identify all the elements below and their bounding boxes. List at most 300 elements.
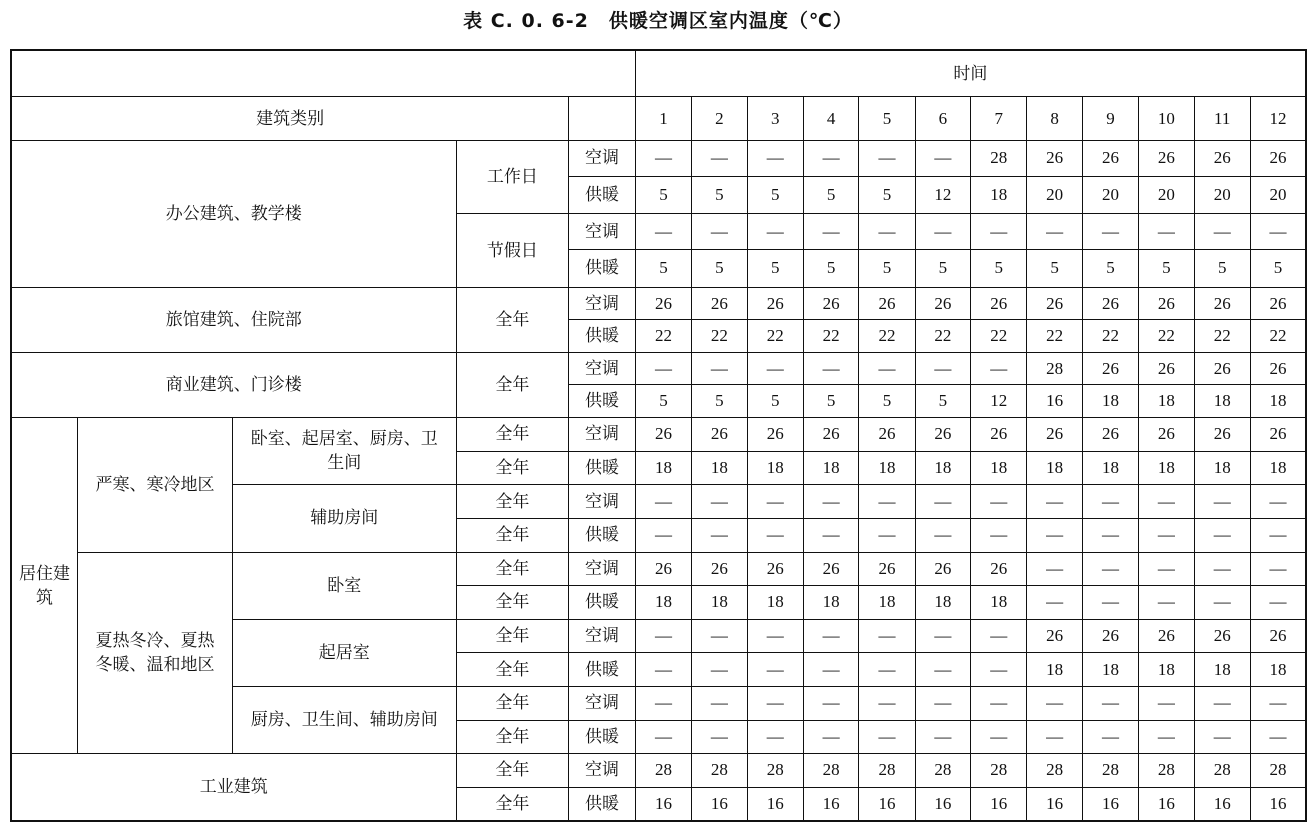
hour-header-cell: 12 [1250,97,1306,141]
value-cell: — [1139,552,1194,586]
value-cell: 26 [1250,418,1306,452]
value-cell: 5 [692,250,747,288]
value-cell: 18 [1194,653,1250,687]
value-cell: 26 [1082,352,1138,385]
value-cell: 26 [859,287,915,320]
value-cell: — [971,686,1027,720]
value-cell: 16 [692,787,747,821]
value-cell: 18 [1139,653,1194,687]
label-cell: 全年 [456,451,569,485]
value-cell: 26 [692,287,747,320]
value-cell: 5 [915,250,970,288]
value-cell: 18 [1139,385,1194,418]
value-cell: 5 [803,250,858,288]
value-cell: 26 [971,552,1027,586]
hour-header-cell: 3 [747,97,803,141]
value-cell: 28 [803,754,858,788]
table-row [11,754,1306,788]
value-cell: — [971,352,1027,385]
value-cell: 5 [635,250,691,288]
value-cell: — [747,720,803,754]
value-cell: — [803,686,858,720]
header-row-time [11,50,1306,97]
value-cell: — [1082,552,1138,586]
time-header: 时间 [635,50,1306,97]
label-cell: 严寒、寒冷地区 [77,418,232,552]
value-cell: — [915,141,970,177]
label-cell: 全年 [456,287,569,352]
value-cell: — [1027,686,1082,720]
value-cell: 18 [1139,451,1194,485]
value-cell: 28 [971,754,1027,788]
value-cell: 26 [692,552,747,586]
value-cell: — [635,518,691,552]
value-cell: — [803,485,858,519]
value-cell: 18 [1027,451,1082,485]
value-cell: 5 [859,385,915,418]
value-cell: 26 [635,287,691,320]
value-cell: — [1194,485,1250,519]
value-cell: 26 [803,552,858,586]
table-row [11,141,1306,177]
header-row-hours [11,97,1306,141]
label-cell: 供暖 [569,250,635,288]
value-cell: 18 [803,451,858,485]
value-cell: — [1082,485,1138,519]
value-cell: 20 [1194,176,1250,214]
value-cell: — [859,653,915,687]
value-cell: 26 [1139,418,1194,452]
table-row [11,552,1306,586]
value-cell: 18 [692,586,747,620]
value-cell: — [1139,586,1194,620]
value-cell: — [1027,552,1082,586]
label-cell: 空调 [569,485,635,519]
value-cell: — [692,214,747,250]
hour-header-cell: 8 [1027,97,1082,141]
value-cell: 18 [971,586,1027,620]
label-cell: 全年 [456,754,569,788]
label-cell: 全年 [456,586,569,620]
value-cell: 16 [747,787,803,821]
value-cell: 28 [1027,754,1082,788]
value-cell: 22 [1082,320,1138,353]
value-cell: 16 [1194,787,1250,821]
label-cell: 节假日 [456,214,569,287]
value-cell: 5 [915,385,970,418]
value-cell: — [692,141,747,177]
value-cell: 18 [1250,653,1306,687]
value-cell: — [1139,485,1194,519]
label-cell: 起居室 [233,619,457,686]
value-cell: 26 [971,287,1027,320]
value-cell: 26 [1139,287,1194,320]
value-cell: — [971,619,1027,653]
value-cell: 22 [635,320,691,353]
hour-header-cell: 4 [803,97,858,141]
value-cell: — [803,141,858,177]
value-cell: 18 [1250,451,1306,485]
label-cell: 全年 [456,653,569,687]
value-cell: 18 [1194,451,1250,485]
value-cell: 18 [971,176,1027,214]
value-cell: — [1082,586,1138,620]
temperature-table [10,49,1307,822]
value-cell: 20 [1082,176,1138,214]
value-cell: 20 [1027,176,1082,214]
label-cell: 空调 [569,287,635,320]
value-cell: — [747,485,803,519]
value-cell: 22 [1139,320,1194,353]
value-cell: — [859,686,915,720]
label-cell: 全年 [456,418,569,452]
value-cell: — [635,485,691,519]
value-cell: 5 [747,176,803,214]
value-cell: — [1194,720,1250,754]
value-cell: — [803,720,858,754]
value-cell: 26 [747,287,803,320]
value-cell: 26 [1082,141,1138,177]
value-cell: 28 [1250,754,1306,788]
value-cell: 16 [859,787,915,821]
header-empty-cell [569,97,635,141]
value-cell: 26 [1027,619,1082,653]
label-cell: 供暖 [569,720,635,754]
value-cell: — [915,485,970,519]
label-cell: 夏热冬冷、夏热冬暖、温和地区 [77,552,232,754]
value-cell: 26 [915,287,970,320]
value-cell: 5 [803,385,858,418]
value-cell: 16 [803,787,858,821]
value-cell: — [747,141,803,177]
label-cell: 商业建筑、门诊楼 [11,352,456,417]
value-cell: 28 [1139,754,1194,788]
value-cell: 12 [915,176,970,214]
value-cell: — [1194,214,1250,250]
value-cell: — [971,653,1027,687]
value-cell: 26 [1082,619,1138,653]
value-cell: — [635,686,691,720]
value-cell: 26 [747,552,803,586]
value-cell: 18 [971,451,1027,485]
value-cell: — [859,518,915,552]
value-cell: 20 [1139,176,1194,214]
value-cell: 26 [1250,352,1306,385]
value-cell: 26 [1194,418,1250,452]
value-cell: 22 [1250,320,1306,353]
value-cell: 18 [635,586,691,620]
label-cell: 空调 [569,214,635,250]
value-cell: — [1139,518,1194,552]
value-cell: 16 [1139,787,1194,821]
value-cell: 26 [635,552,691,586]
value-cell: — [1082,686,1138,720]
value-cell: 18 [859,586,915,620]
value-cell: — [692,653,747,687]
value-cell: 20 [1250,176,1306,214]
value-cell: 5 [1082,250,1138,288]
value-cell: — [915,653,970,687]
value-cell: 26 [803,418,858,452]
value-cell: 22 [747,320,803,353]
value-cell: 26 [1194,619,1250,653]
table-row [11,352,1306,385]
label-cell: 空调 [569,141,635,177]
label-cell: 全年 [456,720,569,754]
value-cell: — [747,352,803,385]
table-row [11,418,1306,452]
value-cell: 16 [635,787,691,821]
value-cell: 28 [635,754,691,788]
value-cell: 5 [1194,250,1250,288]
value-cell: — [1194,686,1250,720]
label-cell: 空调 [569,418,635,452]
value-cell: — [915,352,970,385]
label-cell: 旅馆建筑、住院部 [11,287,456,352]
label-cell: 全年 [456,352,569,417]
value-cell: 26 [1082,287,1138,320]
value-cell: — [859,141,915,177]
category-header: 建筑类别 [11,97,569,141]
value-cell: 26 [803,287,858,320]
value-cell: 5 [747,385,803,418]
value-cell: — [635,619,691,653]
value-cell: — [915,518,970,552]
value-cell: — [915,720,970,754]
value-cell: — [803,518,858,552]
value-cell: — [635,352,691,385]
hour-header-cell: 1 [635,97,691,141]
value-cell: 28 [915,754,970,788]
value-cell: 28 [971,141,1027,177]
label-cell: 居住建筑 [11,418,77,754]
value-cell: 22 [692,320,747,353]
value-cell: — [1027,518,1082,552]
value-cell: 12 [971,385,1027,418]
value-cell: — [692,518,747,552]
value-cell: — [1250,214,1306,250]
value-cell: 5 [859,250,915,288]
value-cell: — [1082,214,1138,250]
hour-header-cell: 2 [692,97,747,141]
value-cell: — [692,720,747,754]
value-cell: — [803,653,858,687]
label-cell: 全年 [456,518,569,552]
label-cell: 厨房、卫生间、辅助房间 [233,686,457,753]
value-cell: — [635,653,691,687]
value-cell: — [915,686,970,720]
value-cell: 16 [1027,385,1082,418]
label-cell: 供暖 [569,176,635,214]
value-cell: — [1250,552,1306,586]
hour-header-cell: 7 [971,97,1027,141]
value-cell: 18 [1250,385,1306,418]
value-cell: — [1082,720,1138,754]
value-cell: — [692,619,747,653]
label-cell: 全年 [456,787,569,821]
value-cell: 22 [915,320,970,353]
value-cell: 18 [1082,385,1138,418]
value-cell: — [915,619,970,653]
value-cell: — [747,686,803,720]
value-cell: — [1250,518,1306,552]
value-cell: — [1250,586,1306,620]
value-cell: 26 [1139,141,1194,177]
value-cell: 18 [859,451,915,485]
label-cell: 供暖 [569,586,635,620]
value-cell: 26 [915,418,970,452]
label-cell: 全年 [456,619,569,653]
value-cell: 26 [1194,352,1250,385]
value-cell: — [1027,485,1082,519]
value-cell: — [803,352,858,385]
label-cell: 工作日 [456,141,569,214]
value-cell: — [1027,214,1082,250]
value-cell: 5 [692,176,747,214]
hour-header-cell: 5 [859,97,915,141]
value-cell: 5 [635,385,691,418]
value-cell: 26 [915,552,970,586]
label-cell: 全年 [456,686,569,720]
value-cell: — [747,214,803,250]
value-cell: — [635,141,691,177]
value-cell: 16 [1250,787,1306,821]
value-cell: 18 [692,451,747,485]
value-cell: — [1250,686,1306,720]
value-cell: — [692,485,747,519]
value-cell: 18 [1082,451,1138,485]
value-cell: 22 [859,320,915,353]
value-cell: — [1139,214,1194,250]
value-cell: 18 [803,586,858,620]
hour-header-cell: 9 [1082,97,1138,141]
value-cell: — [692,686,747,720]
label-cell: 供暖 [569,451,635,485]
label-cell: 供暖 [569,320,635,353]
label-cell: 办公建筑、教学楼 [11,141,456,288]
value-cell: — [1027,720,1082,754]
label-cell: 卧室 [233,552,457,619]
value-cell: — [1250,720,1306,754]
value-cell: 18 [635,451,691,485]
value-cell: 26 [1139,352,1194,385]
label-cell: 供暖 [569,787,635,821]
value-cell: 5 [635,176,691,214]
value-cell: — [747,518,803,552]
value-cell: 5 [803,176,858,214]
label-cell: 空调 [569,552,635,586]
label-cell: 空调 [569,754,635,788]
value-cell: 26 [1139,619,1194,653]
table-row [11,287,1306,320]
value-cell: — [971,214,1027,250]
value-cell: 22 [1194,320,1250,353]
value-cell: 22 [803,320,858,353]
label-cell: 工业建筑 [11,754,456,821]
value-cell: 28 [1082,754,1138,788]
value-cell: 18 [1082,653,1138,687]
value-cell: 16 [1027,787,1082,821]
value-cell: — [635,214,691,250]
value-cell: 26 [1194,141,1250,177]
value-cell: 18 [747,451,803,485]
value-cell: — [971,485,1027,519]
value-cell: 5 [971,250,1027,288]
hour-header-cell: 6 [915,97,970,141]
value-cell: 28 [1194,754,1250,788]
value-cell: 5 [1027,250,1082,288]
value-cell: — [971,518,1027,552]
value-cell: — [859,214,915,250]
hour-header-cell: 10 [1139,97,1194,141]
value-cell: 5 [747,250,803,288]
value-cell: 26 [747,418,803,452]
label-cell: 供暖 [569,653,635,687]
value-cell: 28 [747,754,803,788]
value-cell: — [859,720,915,754]
value-cell: 26 [1250,287,1306,320]
value-cell: — [1194,586,1250,620]
value-cell: 28 [1027,352,1082,385]
label-cell: 供暖 [569,518,635,552]
value-cell: 26 [971,418,1027,452]
value-cell: — [803,214,858,250]
label-cell: 空调 [569,352,635,385]
hour-header-cell: 11 [1194,97,1250,141]
value-cell: 22 [1027,320,1082,353]
value-cell: — [859,485,915,519]
value-cell: 16 [1082,787,1138,821]
value-cell: 5 [1250,250,1306,288]
value-cell: 18 [1027,653,1082,687]
label-cell: 全年 [456,552,569,586]
value-cell: 26 [1250,141,1306,177]
value-cell: 5 [859,176,915,214]
value-cell: 28 [692,754,747,788]
value-cell: 26 [859,418,915,452]
value-cell: 26 [635,418,691,452]
value-cell: 26 [1027,287,1082,320]
value-cell: — [1027,586,1082,620]
value-cell: — [635,720,691,754]
value-cell: 18 [1194,385,1250,418]
value-cell: — [1139,720,1194,754]
value-cell: 5 [692,385,747,418]
value-cell: 26 [859,552,915,586]
header-blank-cell [11,50,635,97]
value-cell: 18 [747,586,803,620]
value-cell: 22 [971,320,1027,353]
value-cell: — [803,619,858,653]
value-cell: — [692,352,747,385]
value-cell: — [1194,518,1250,552]
value-cell: 16 [915,787,970,821]
value-cell: — [859,352,915,385]
value-cell: — [747,619,803,653]
value-cell: 28 [859,754,915,788]
table-title: 表 C. 0. 6-2 供暖空调区室内温度（℃） [463,10,853,32]
label-cell: 空调 [569,686,635,720]
value-cell: — [859,619,915,653]
value-cell: 18 [915,586,970,620]
value-cell: — [1194,552,1250,586]
value-cell: — [971,720,1027,754]
value-cell: — [1250,485,1306,519]
label-cell: 全年 [456,485,569,519]
value-cell: 18 [915,451,970,485]
value-cell: 26 [1082,418,1138,452]
label-cell: 供暖 [569,385,635,418]
